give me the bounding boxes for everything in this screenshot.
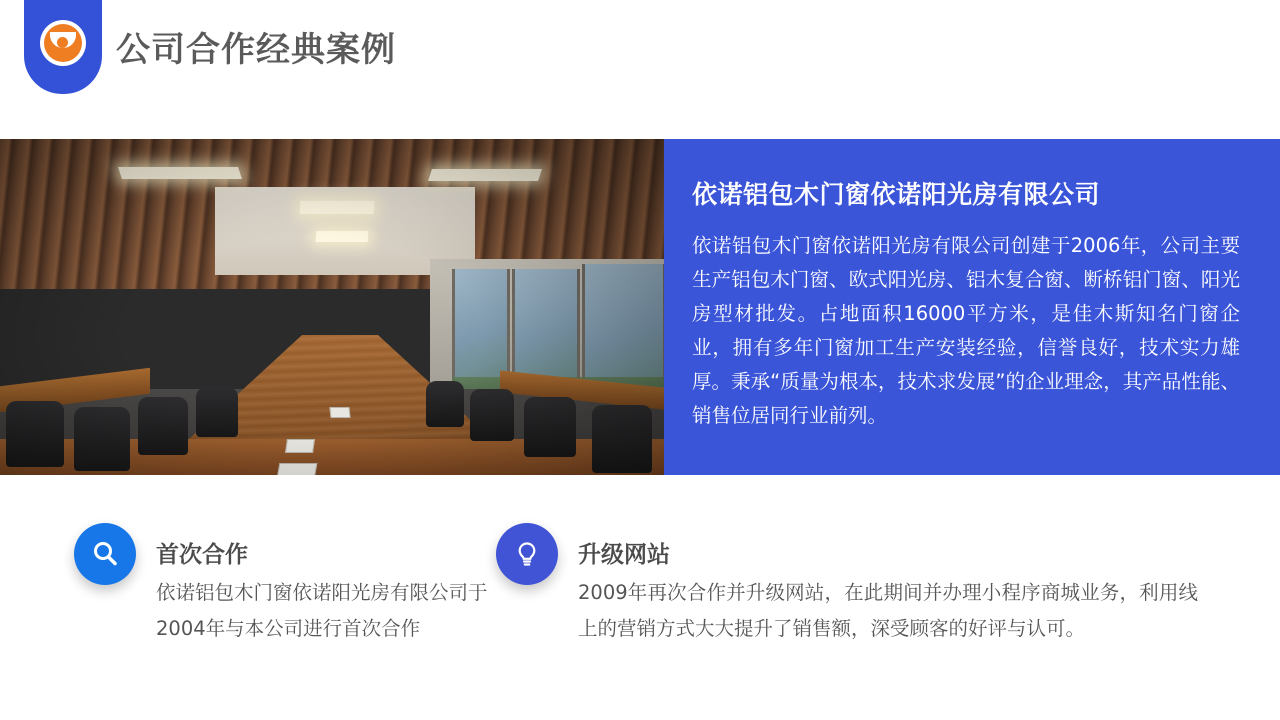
company-logo-icon <box>40 20 86 66</box>
features-section <box>0 475 1280 720</box>
company-name-heading: 依诺铝包木门窗依诺阳光房有限公司 <box>692 180 1101 209</box>
lightbulb-icon <box>496 523 558 585</box>
company-description: 依诺铝包木门窗依诺阳光房有限公司创建于2006年，公司主要生产铝包木门窗、欧式阳光房、铝木复合窗、断桥铝门窗、阳光房型材批发。占地面积16000平方米，是佳木斯知名门窗企业，拥有多年门窗加工生产安装经验，信誉良好，技术实力雄厚。秉承“质量为根本，技术求发展”的企业理念，其产品性能、销售位居同行业前列。 <box>692 234 1240 427</box>
magnifier-icon <box>74 523 136 585</box>
photo-vignette <box>0 139 664 475</box>
feature-title: 首次合作 <box>156 542 248 568</box>
logo-inner-shape <box>44 24 82 62</box>
page-title: 公司合作经典案例 <box>116 30 396 70</box>
feature-body: 依诺铝包木门窗依诺阳光房有限公司于2004年与本公司进行首次合作 <box>156 581 488 640</box>
hero-section <box>0 139 1280 475</box>
page-header <box>0 0 1280 138</box>
hero-text-panel <box>664 139 1280 475</box>
feature-body: 2009年再次合作并升级网站，在此期间并办理小程序商城业务，利用线上的营销方式大大提升了销售额，深受顾客的好评与认可。 <box>578 581 1198 640</box>
feature-title: 升级网站 <box>578 542 670 568</box>
conference-room-photo <box>0 139 664 475</box>
logo-shield <box>24 0 102 94</box>
